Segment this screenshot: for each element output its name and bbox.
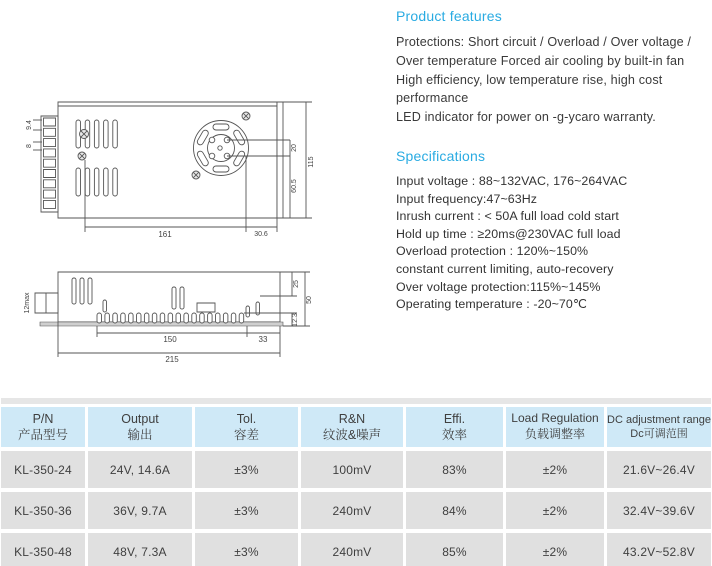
col-header <box>1 407 85 447</box>
dim-label: 60.5 <box>291 179 298 193</box>
heatsink-tooth <box>121 313 126 323</box>
dim-label: 150 <box>163 335 177 344</box>
table-cell: ±2% <box>506 492 604 529</box>
feature-line: LED indicator for power on -g-ycaro warranty. <box>396 110 656 125</box>
col-header <box>195 407 298 447</box>
terminal-pin <box>44 200 56 208</box>
table-cell: 100mV <box>301 451 403 488</box>
dim-label: 33 <box>258 335 268 344</box>
heatsink-tooth <box>231 313 236 323</box>
table-cell: 36V, 9.7A <box>88 492 192 529</box>
dim-label: 12max <box>24 292 31 314</box>
heatsink-tooth <box>97 313 102 323</box>
connector-icon <box>35 293 58 313</box>
spec-line: Inrush current : < 50A full load cold start <box>396 209 619 224</box>
features-text <box>396 33 712 127</box>
terminal-pin <box>44 128 56 136</box>
terminal-pin <box>44 180 56 188</box>
dim-label: 161 <box>158 230 172 239</box>
table-cell: ±3% <box>195 451 298 488</box>
vent-slot <box>172 287 176 309</box>
heatsink-tooth <box>200 313 205 323</box>
terminal-pin <box>44 159 56 167</box>
dim-label: 20 <box>291 144 298 152</box>
spec-line: Overload protection : 120%~150% <box>396 244 589 259</box>
col-header-zh: 纹波&噪声 <box>322 428 382 442</box>
heatsink-tooth <box>137 313 142 323</box>
heatsink-tooth <box>176 313 181 323</box>
col-header-zh: Dc可调范围 <box>630 428 688 440</box>
vent-slot <box>180 287 184 309</box>
spec-line: Input voltage : 88~132VAC, 176~264VAC <box>396 174 628 188</box>
table-row <box>1 451 711 488</box>
heatsink-tooth <box>113 313 118 323</box>
table-cell: ±3% <box>195 492 298 529</box>
dim-label: 215 <box>165 355 179 364</box>
vent-slot <box>72 278 76 304</box>
terminal-block-icon <box>41 116 58 212</box>
col-header-en: Output <box>121 411 159 426</box>
heatsink-tooth <box>105 313 110 323</box>
vent-slot <box>94 168 99 196</box>
table-cell: 83% <box>406 451 503 488</box>
specifications-section <box>396 148 712 314</box>
col-header-en: Load Regulation <box>511 411 599 426</box>
table-row <box>1 492 711 529</box>
table-cell: 240mV <box>301 492 403 529</box>
spec-line: Input frequency:47~63Hz <box>396 191 538 206</box>
col-header-zh: 输出 <box>127 428 153 442</box>
heatsink-tooth <box>208 313 213 323</box>
vent-slot <box>94 120 99 148</box>
spec-line: constant current limiting, auto-recovery <box>396 261 614 276</box>
col-header-zh: 产品型号 <box>17 428 68 442</box>
col-header-en: Tol. <box>236 411 257 426</box>
col-header <box>406 407 503 447</box>
specs-text <box>396 173 712 314</box>
vent-slot <box>104 120 109 148</box>
heatsink-tooth <box>144 313 149 323</box>
col-header-zh: 效率 <box>441 428 467 442</box>
table-body <box>1 451 711 566</box>
vent-slot <box>104 168 109 196</box>
col-header <box>506 407 604 447</box>
fan-hole <box>209 153 215 159</box>
table-cell: 240mV <box>301 533 403 566</box>
dim-label: 25 <box>293 280 300 288</box>
terminal-pin <box>44 139 56 147</box>
heatsink-tooth <box>223 313 228 323</box>
vent-slot <box>88 278 92 304</box>
table-cell: 21.6V~26.4V <box>607 451 711 488</box>
col-header-zh: 容差 <box>233 428 259 442</box>
vent-slot <box>246 306 250 317</box>
col-header-en: DC adjustment range <box>607 413 711 426</box>
spec-line: Operating temperature : -20~70℃ <box>396 297 587 312</box>
terminal-pin <box>44 170 56 178</box>
heatsink-tooth <box>160 313 165 323</box>
table-cell: 24V, 14.6A <box>88 451 192 488</box>
dim-label: 9.4 <box>26 120 33 130</box>
feature-line: Over temperature Forced air cooling by built-in fan <box>396 53 685 68</box>
fan-blade <box>213 124 229 130</box>
heatsink-tooth <box>129 313 134 323</box>
table-cell: ±2% <box>506 533 604 566</box>
vent-slot <box>80 278 84 304</box>
col-header-zh: 负载调整率 <box>524 427 585 441</box>
terminal-pin <box>44 149 56 157</box>
table-row <box>1 533 711 566</box>
table-cell: 48V, 7.3A <box>88 533 192 566</box>
vent-slot <box>76 168 81 196</box>
table-cell: 43.2V~52.8V <box>607 533 711 566</box>
top-view-drawing <box>26 102 315 298</box>
dim-label: 115 <box>308 156 315 168</box>
heatsink-tooth <box>184 313 189 323</box>
feature-line: High efficiency, low temperature rise, high cost <box>396 72 663 87</box>
dim-label: 30.6 <box>254 231 268 238</box>
product-features-section <box>396 8 712 127</box>
table-cell: KL-350-24 <box>1 451 85 488</box>
vent-slot <box>85 168 90 196</box>
feature-line: performance <box>396 91 469 106</box>
terminal-pin <box>44 118 56 126</box>
vent-slot <box>113 168 118 196</box>
spec-line: Over voltage protection:115%~145% <box>396 279 601 294</box>
col-header <box>88 407 192 447</box>
dim-label: 8 <box>26 144 33 148</box>
features-title: Product features <box>396 8 502 24</box>
table-cell: KL-350-48 <box>1 533 85 566</box>
heatsink-tooth <box>192 313 197 323</box>
specs-title: Specifications <box>396 148 486 164</box>
col-header-en: R&N <box>338 411 366 426</box>
col-header <box>301 407 403 447</box>
heatsink-tooth <box>239 313 244 323</box>
table-cell: 84% <box>406 492 503 529</box>
table-cell: ±2% <box>506 451 604 488</box>
table-top-strip <box>1 398 711 404</box>
model-spec-table <box>1 398 711 566</box>
feature-line: Protections: Short circuit / Overload / Over voltage / <box>396 35 692 49</box>
table-cell: 85% <box>406 533 503 566</box>
col-header-en: Effi. <box>443 411 466 426</box>
heatsink-tooth <box>152 313 157 323</box>
vent-slot <box>103 300 107 312</box>
spec-line: Hold up time : ≥20ms@230VAC full load <box>396 226 621 241</box>
vent-slot <box>113 120 118 148</box>
fan-hole <box>209 137 215 143</box>
fan-blade <box>213 166 229 172</box>
terminal-pin <box>44 190 56 198</box>
table-cell: ±3% <box>195 533 298 566</box>
heatsink-tooth <box>216 313 221 323</box>
col-header <box>607 407 711 447</box>
heatsink-tooth <box>168 313 173 323</box>
col-header-en: P/N <box>32 411 54 426</box>
side-view-drawing <box>24 272 313 364</box>
technical-drawings <box>0 80 390 400</box>
fan-hole <box>218 146 222 150</box>
table-header-row <box>1 407 711 447</box>
dim-label: 12.3 <box>292 313 299 327</box>
dim-label: 50 <box>306 296 313 304</box>
table-cell: KL-350-36 <box>1 492 85 529</box>
table-cell: 32.4V~39.6V <box>607 492 711 529</box>
